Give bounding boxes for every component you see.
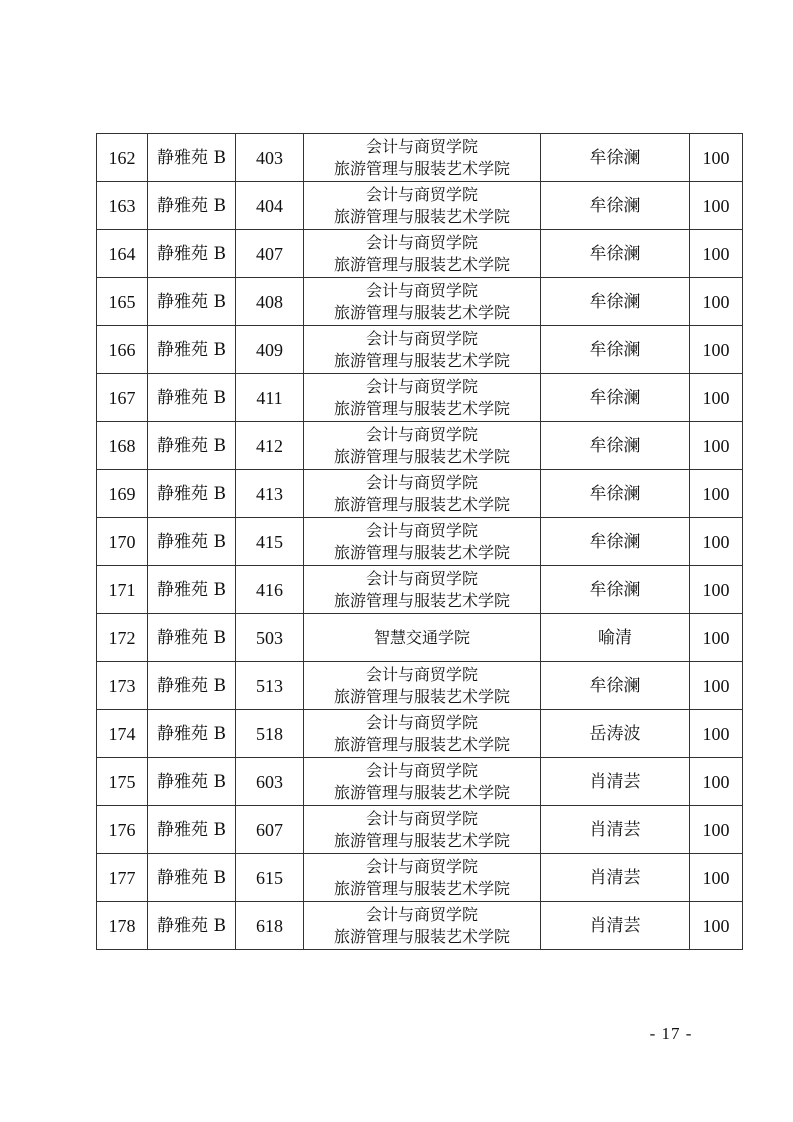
score-cell: 100 xyxy=(690,710,743,758)
score-cell: 100 xyxy=(690,470,743,518)
unit-line: 会计与商贸学院 xyxy=(365,328,478,348)
building-cell: 静雅苑 B xyxy=(148,278,236,326)
unit-line: 会计与商贸学院 xyxy=(365,280,478,300)
table-row xyxy=(97,278,743,326)
table-row xyxy=(97,758,743,806)
score-cell: 100 xyxy=(690,614,743,662)
building-cell: 静雅苑 B xyxy=(148,806,236,854)
unit-line: 会计与商贸学院 xyxy=(365,808,478,828)
row-number-cell: 168 xyxy=(97,422,148,470)
building-cell: 静雅苑 B xyxy=(148,182,236,230)
unit-cell xyxy=(304,518,541,566)
unit-cell xyxy=(304,566,541,614)
unit-cell xyxy=(304,374,541,422)
person-cell: 牟徐澜 xyxy=(541,278,690,326)
person-cell: 牟徐澜 xyxy=(541,326,690,374)
table-row xyxy=(97,518,743,566)
unit-line: 智慧交通学院 xyxy=(373,627,470,647)
score-cell: 100 xyxy=(690,902,743,950)
room-number-cell: 411 xyxy=(236,374,304,422)
unit-cell xyxy=(304,710,541,758)
unit-cell xyxy=(304,134,541,182)
table-row xyxy=(97,566,743,614)
unit-line: 旅游管理与服装艺术学院 xyxy=(333,926,510,946)
person-cell: 肖清芸 xyxy=(541,758,690,806)
building-cell: 静雅苑 B xyxy=(148,134,236,182)
unit-cell xyxy=(304,614,541,662)
person-cell: 牟徐澜 xyxy=(541,422,690,470)
unit-line: 会计与商贸学院 xyxy=(365,232,478,252)
person-cell: 牟徐澜 xyxy=(541,134,690,182)
unit-line: 会计与商贸学院 xyxy=(365,520,478,540)
person-cell: 牟徐澜 xyxy=(541,566,690,614)
unit-line: 旅游管理与服装艺术学院 xyxy=(333,542,510,562)
unit-line: 旅游管理与服装艺术学院 xyxy=(333,830,510,850)
room-number-cell: 413 xyxy=(236,470,304,518)
person-cell: 牟徐澜 xyxy=(541,518,690,566)
unit-cell xyxy=(304,854,541,902)
dormitory-inspection-table xyxy=(96,133,743,950)
person-cell: 牟徐澜 xyxy=(541,230,690,278)
row-number-cell: 167 xyxy=(97,374,148,422)
building-cell: 静雅苑 B xyxy=(148,662,236,710)
unit-line: 旅游管理与服装艺术学院 xyxy=(333,350,510,370)
score-cell: 100 xyxy=(690,854,743,902)
unit-cell xyxy=(304,182,541,230)
score-cell: 100 xyxy=(690,374,743,422)
building-cell: 静雅苑 B xyxy=(148,758,236,806)
unit-line: 会计与商贸学院 xyxy=(365,856,478,876)
score-cell: 100 xyxy=(690,806,743,854)
table-row xyxy=(97,326,743,374)
room-number-cell: 408 xyxy=(236,278,304,326)
room-number-cell: 415 xyxy=(236,518,304,566)
unit-cell xyxy=(304,278,541,326)
room-number-cell: 615 xyxy=(236,854,304,902)
unit-line: 旅游管理与服装艺术学院 xyxy=(333,254,510,274)
score-cell: 100 xyxy=(690,230,743,278)
unit-cell xyxy=(304,662,541,710)
building-cell: 静雅苑 B xyxy=(148,614,236,662)
table-row xyxy=(97,902,743,950)
row-number-cell: 163 xyxy=(97,182,148,230)
table-row xyxy=(97,182,743,230)
score-cell: 100 xyxy=(690,278,743,326)
unit-line: 会计与商贸学院 xyxy=(365,664,478,684)
building-cell: 静雅苑 B xyxy=(148,422,236,470)
table-row xyxy=(97,614,743,662)
room-number-cell: 607 xyxy=(236,806,304,854)
room-number-cell: 404 xyxy=(236,182,304,230)
unit-line: 旅游管理与服装艺术学院 xyxy=(333,398,510,418)
building-cell: 静雅苑 B xyxy=(148,518,236,566)
room-number-cell: 503 xyxy=(236,614,304,662)
table-row xyxy=(97,230,743,278)
row-number-cell: 176 xyxy=(97,806,148,854)
person-cell: 喻清 xyxy=(541,614,690,662)
score-cell: 100 xyxy=(690,134,743,182)
building-cell: 静雅苑 B xyxy=(148,470,236,518)
unit-cell xyxy=(304,470,541,518)
table-row xyxy=(97,470,743,518)
unit-cell xyxy=(304,806,541,854)
building-cell: 静雅苑 B xyxy=(148,902,236,950)
row-number-cell: 164 xyxy=(97,230,148,278)
building-cell: 静雅苑 B xyxy=(148,326,236,374)
person-cell: 牟徐澜 xyxy=(541,470,690,518)
row-number-cell: 175 xyxy=(97,758,148,806)
score-cell: 100 xyxy=(690,182,743,230)
row-number-cell: 166 xyxy=(97,326,148,374)
unit-cell xyxy=(304,230,541,278)
building-cell: 静雅苑 B xyxy=(148,854,236,902)
row-number-cell: 165 xyxy=(97,278,148,326)
table-row xyxy=(97,710,743,758)
unit-line: 会计与商贸学院 xyxy=(365,760,478,780)
score-cell: 100 xyxy=(690,518,743,566)
unit-cell xyxy=(304,758,541,806)
room-number-cell: 618 xyxy=(236,902,304,950)
unit-line: 旅游管理与服装艺术学院 xyxy=(333,494,510,514)
table-row xyxy=(97,134,743,182)
unit-cell xyxy=(304,422,541,470)
row-number-cell: 173 xyxy=(97,662,148,710)
person-cell: 牟徐澜 xyxy=(541,662,690,710)
table-body xyxy=(97,134,743,950)
room-number-cell: 518 xyxy=(236,710,304,758)
building-cell: 静雅苑 B xyxy=(148,230,236,278)
unit-line: 旅游管理与服装艺术学院 xyxy=(333,302,510,322)
unit-line: 会计与商贸学院 xyxy=(365,424,478,444)
row-number-cell: 172 xyxy=(97,614,148,662)
unit-line: 旅游管理与服装艺术学院 xyxy=(333,782,510,802)
room-number-cell: 412 xyxy=(236,422,304,470)
room-number-cell: 416 xyxy=(236,566,304,614)
unit-line: 旅游管理与服装艺术学院 xyxy=(333,686,510,706)
unit-line: 旅游管理与服装艺术学院 xyxy=(333,446,510,466)
unit-line: 会计与商贸学院 xyxy=(365,568,478,588)
table-row xyxy=(97,854,743,902)
unit-line: 旅游管理与服装艺术学院 xyxy=(333,158,510,178)
row-number-cell: 171 xyxy=(97,566,148,614)
unit-line: 会计与商贸学院 xyxy=(365,904,478,924)
row-number-cell: 162 xyxy=(97,134,148,182)
building-cell: 静雅苑 B xyxy=(148,566,236,614)
row-number-cell: 174 xyxy=(97,710,148,758)
room-number-cell: 407 xyxy=(236,230,304,278)
unit-line: 旅游管理与服装艺术学院 xyxy=(333,206,510,226)
person-cell: 牟徐澜 xyxy=(541,374,690,422)
score-cell: 100 xyxy=(690,758,743,806)
unit-line: 会计与商贸学院 xyxy=(365,136,478,156)
row-number-cell: 177 xyxy=(97,854,148,902)
score-cell: 100 xyxy=(690,326,743,374)
room-number-cell: 513 xyxy=(236,662,304,710)
table-row xyxy=(97,422,743,470)
unit-line: 会计与商贸学院 xyxy=(365,376,478,396)
unit-cell xyxy=(304,326,541,374)
row-number-cell: 170 xyxy=(97,518,148,566)
room-number-cell: 409 xyxy=(236,326,304,374)
building-cell: 静雅苑 B xyxy=(148,710,236,758)
row-number-cell: 169 xyxy=(97,470,148,518)
table-row xyxy=(97,806,743,854)
page-number: - 17 - xyxy=(649,1024,693,1043)
room-number-cell: 403 xyxy=(236,134,304,182)
row-number-cell: 178 xyxy=(97,902,148,950)
room-number-cell: 603 xyxy=(236,758,304,806)
unit-line: 会计与商贸学院 xyxy=(365,472,478,492)
score-cell: 100 xyxy=(690,422,743,470)
unit-line: 旅游管理与服装艺术学院 xyxy=(333,590,510,610)
unit-line: 旅游管理与服装艺术学院 xyxy=(333,878,510,898)
unit-cell xyxy=(304,902,541,950)
person-cell: 肖清芸 xyxy=(541,854,690,902)
person-cell: 牟徐澜 xyxy=(541,182,690,230)
person-cell: 肖清芸 xyxy=(541,806,690,854)
person-cell: 岳涛波 xyxy=(541,710,690,758)
unit-line: 会计与商贸学院 xyxy=(365,712,478,732)
score-cell: 100 xyxy=(690,566,743,614)
score-cell: 100 xyxy=(690,662,743,710)
table-row xyxy=(97,662,743,710)
table-row xyxy=(97,374,743,422)
unit-line: 会计与商贸学院 xyxy=(365,184,478,204)
unit-line: 旅游管理与服装艺术学院 xyxy=(333,734,510,754)
person-cell: 肖清芸 xyxy=(541,902,690,950)
building-cell: 静雅苑 B xyxy=(148,374,236,422)
